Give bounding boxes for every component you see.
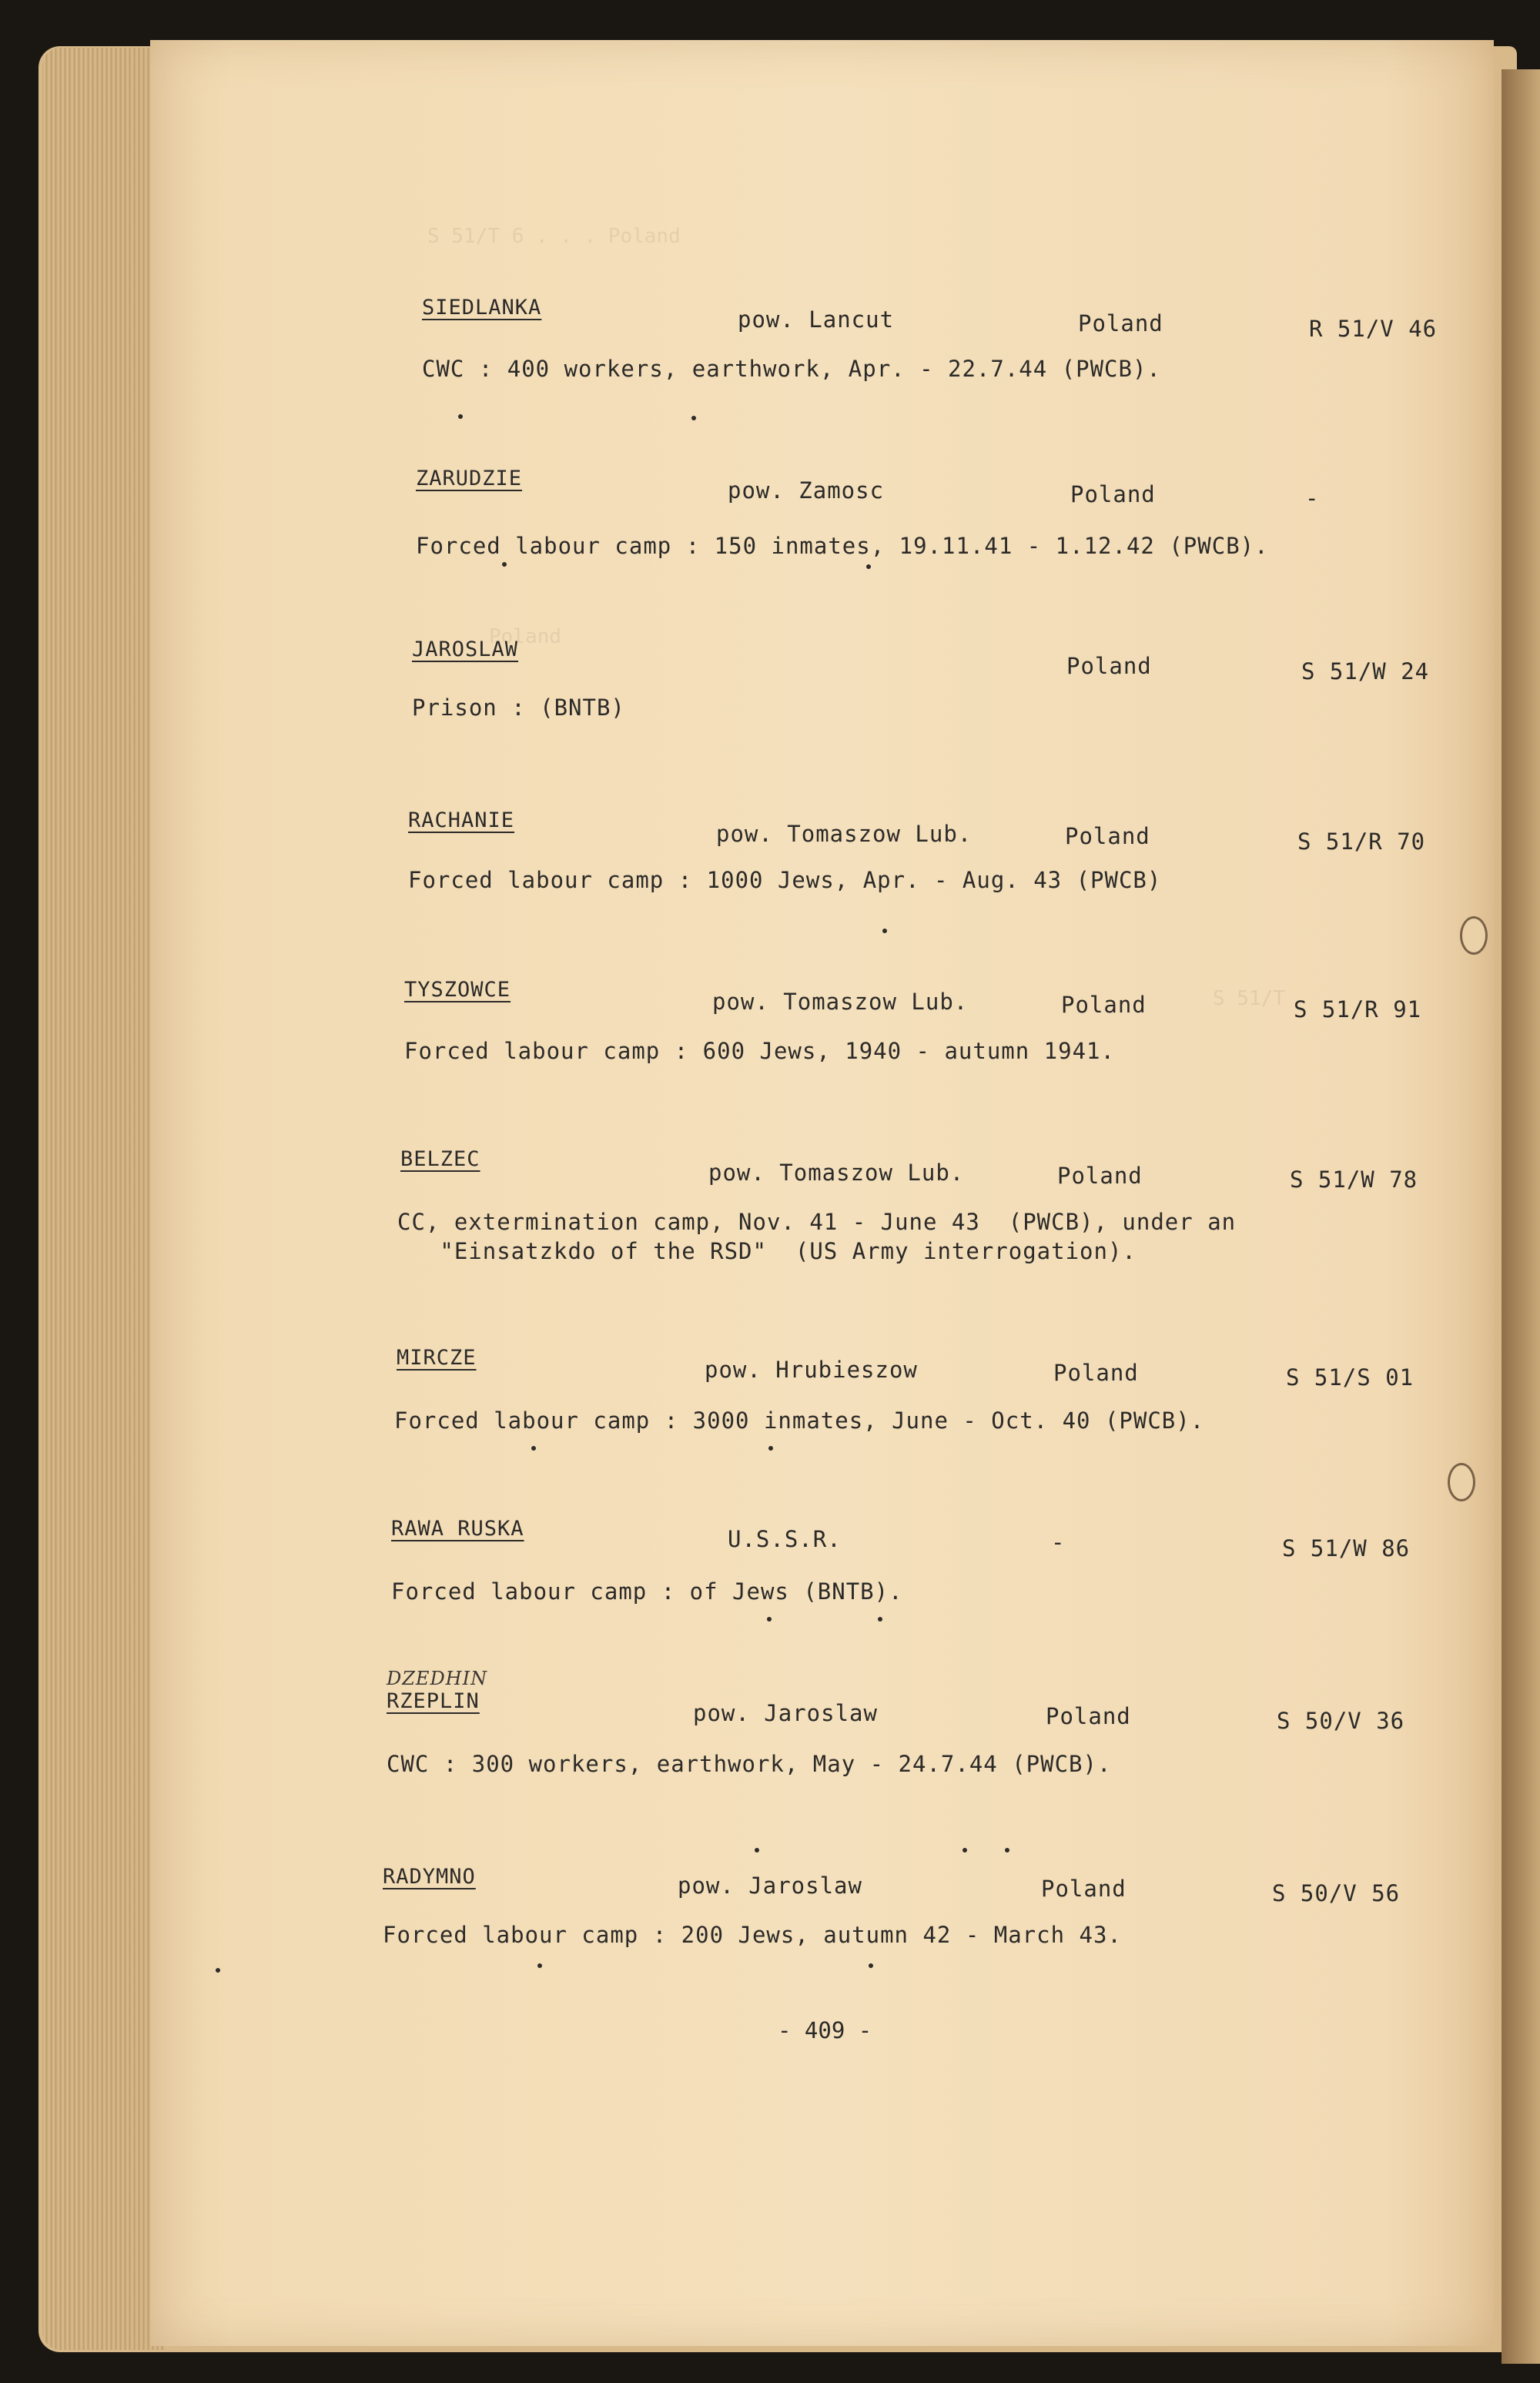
show-through-text: S 51/T xyxy=(1213,987,1285,1010)
camp-name: RZEPLIN xyxy=(387,1689,480,1713)
country: Poland xyxy=(1057,1163,1143,1189)
ink-speck xyxy=(882,929,887,933)
description: Forced labour camp : of Jews (BNTB). xyxy=(391,1578,903,1605)
district: pow. Zamosc xyxy=(728,477,885,504)
country: Poland xyxy=(1070,481,1156,507)
country: Poland xyxy=(1078,310,1163,336)
ink-speck xyxy=(502,562,507,567)
camp-name: MIRCZE xyxy=(397,1346,477,1370)
handwritten-correction: DZEDHIN xyxy=(387,1668,488,1689)
reference-code: S 51/W 86 xyxy=(1282,1535,1411,1561)
camp-name: RACHANIE xyxy=(408,808,515,832)
country: Poland xyxy=(1065,823,1150,849)
country: Poland xyxy=(1061,992,1147,1018)
description: Forced labour camp : 150 inmates, 19.11.41 - 1.12.42 (PWCB). xyxy=(416,533,1269,559)
reference-code: S 50/V 56 xyxy=(1272,1880,1401,1906)
country: Poland xyxy=(1046,1703,1131,1729)
district: pow. Hrubieszow xyxy=(705,1357,918,1383)
ink-speck xyxy=(755,1848,759,1853)
description: CC, extermination camp, Nov. 41 - June 43 (PWCB), under an "Einsatzkdo of the RSD" (US Army interrogation). xyxy=(397,1209,1237,1264)
ink-speck xyxy=(866,564,871,569)
ink-speck xyxy=(1005,1848,1009,1853)
ink-speck xyxy=(768,1446,773,1451)
page-number: - 409 - xyxy=(778,2017,872,2043)
description: Forced labour camp : 200 Jews, autumn 42 - March 43. xyxy=(383,1922,1122,1948)
reference-code: S 51/S 01 xyxy=(1286,1364,1414,1391)
ink-speck xyxy=(531,1446,536,1451)
show-through-text: S 51/T 6 . . . Poland xyxy=(427,225,681,248)
country: Poland xyxy=(1053,1360,1139,1386)
description: Forced labour camp : 3000 inmates, June - Oct. 40 (PWCB). xyxy=(394,1407,1205,1434)
adjacent-page-edge xyxy=(1502,69,1540,2364)
country: Poland xyxy=(1041,1876,1127,1902)
reference-code: R 51/V 46 xyxy=(1309,316,1438,342)
camp-name: SIEDLANKA xyxy=(422,296,542,320)
ink-speck xyxy=(869,1963,873,1968)
camp-name: BELZEC xyxy=(400,1147,480,1171)
ink-speck xyxy=(962,1848,967,1853)
district: pow. Jaroslaw xyxy=(678,1873,862,1899)
description: CWC : 400 workers, earthwork, Apr. - 22.7.44 (PWCB). xyxy=(422,356,1161,382)
reference-code: S 51/W 24 xyxy=(1301,658,1430,684)
ink-speck xyxy=(458,414,463,419)
district: pow. Tomaszow Lub. xyxy=(708,1160,965,1186)
district: pow. Tomaszow Lub. xyxy=(716,821,973,847)
district: pow. Lancut xyxy=(738,306,895,333)
district: pow. Jaroslaw xyxy=(693,1700,878,1726)
camp-name: RAWA RUSKA xyxy=(391,1517,524,1541)
reference-code: - xyxy=(1305,485,1320,511)
page-edges xyxy=(42,48,166,2350)
binding-hole xyxy=(1448,1463,1475,1501)
country: - xyxy=(1051,1529,1066,1555)
show-through-text: Poland xyxy=(489,625,561,648)
ink-speck xyxy=(216,1968,220,1973)
reference-code: S 50/V 36 xyxy=(1277,1708,1405,1734)
document-page xyxy=(150,40,1494,2346)
description: Forced labour camp : 600 Jews, 1940 - autumn 1941. xyxy=(404,1038,1115,1064)
binding-hole xyxy=(1460,916,1488,955)
ink-speck xyxy=(691,416,696,420)
district: pow. Tomaszow Lub. xyxy=(712,989,969,1015)
camp-name: TYSZOWCE xyxy=(404,978,511,1002)
description: Forced labour camp : 1000 Jews, Apr. - Aug. 43 (PWCB) xyxy=(408,867,1162,893)
ink-speck xyxy=(767,1617,772,1622)
reference-code: S 51/W 78 xyxy=(1290,1166,1418,1193)
description: CWC : 300 workers, earthwork, May - 24.7.44 (PWCB). xyxy=(387,1751,1112,1777)
camp-name: ZARUDZIE xyxy=(416,467,523,490)
ink-speck xyxy=(878,1617,882,1622)
reference-code: S 51/R 91 xyxy=(1294,996,1422,1022)
ink-speck xyxy=(537,1963,542,1968)
description: Prison : (BNTB) xyxy=(412,694,625,721)
reference-code: S 51/R 70 xyxy=(1297,828,1426,855)
camp-name: RADYMNO xyxy=(383,1865,476,1889)
country: Poland xyxy=(1066,653,1152,679)
camp-name: JAROSLAW xyxy=(412,638,519,661)
district: U.S.S.R. xyxy=(728,1526,842,1552)
